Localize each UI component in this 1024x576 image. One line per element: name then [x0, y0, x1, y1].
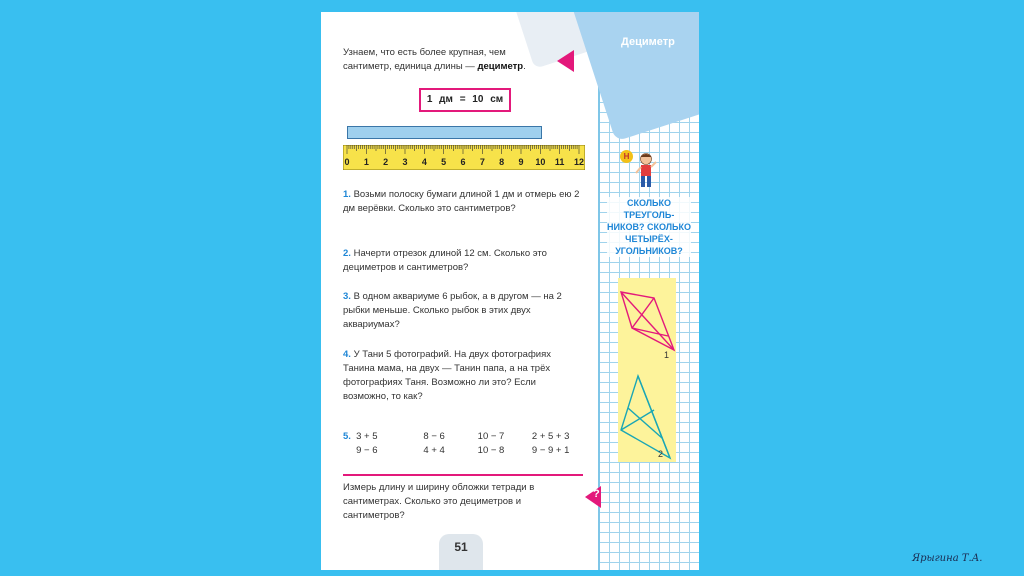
- question-mark: ?: [593, 488, 600, 500]
- task-4: [343, 348, 583, 404]
- author-signature: Ярыгина Т.А.: [912, 553, 983, 564]
- textbook-page: [321, 12, 699, 570]
- task-1: [343, 188, 583, 216]
- ruler-label: 8: [499, 157, 505, 167]
- task-text: Начерти отрезок длиной 12 см. Сколько это дециметров и сантиметров?: [343, 248, 547, 273]
- intro-highlight: дециметр: [477, 61, 524, 72]
- figure-2-label: 2: [658, 449, 664, 459]
- ruler-label: 0: [344, 157, 350, 167]
- triangle-puzzle-card: [618, 278, 676, 462]
- figure-1-label: 1: [664, 350, 670, 360]
- ruler-label: 10: [535, 157, 546, 167]
- task-number: 1.: [343, 189, 351, 200]
- ruler-label: 11: [554, 157, 565, 167]
- pointer-triangle-icon: [557, 50, 574, 72]
- homework-task: Измерь длину и ширину обложки тетради в сантиметрах. Сколько это дециметров и сантиметров?: [343, 482, 535, 521]
- page-number: 51: [454, 540, 468, 554]
- ruler-label: 6: [460, 157, 466, 167]
- ruler-label: 5: [441, 157, 447, 167]
- divider: [343, 474, 583, 476]
- task-text: У Тани 5 фотографий. На двух фотографиях Танина мама, на двух — Танин папа, а на трёх фотографиях Таня. Возможно ли это? Если возможно, то как?: [343, 349, 551, 402]
- side-question: СКОЛЬКО ТРЕУГОЛЬ-НИКОВ? СКОЛЬКО ЧЕТЫРЁХ-УГОЛЬНИКОВ?: [607, 198, 692, 256]
- ruler-label: 4: [421, 157, 427, 167]
- ruler-label: 1: [363, 157, 369, 167]
- ruler-label: 9: [518, 157, 524, 167]
- kid-illustration-icon: [634, 152, 658, 192]
- task-3: [343, 290, 583, 332]
- paper-strip: [347, 126, 542, 139]
- task-number: 2.: [343, 248, 351, 259]
- expression: 9 − 6: [356, 445, 378, 456]
- expression: 2 + 5 + 3: [531, 431, 570, 442]
- topic-title: Дециметр: [621, 36, 675, 48]
- triangle-figures-icon: [618, 278, 676, 462]
- task-2: [343, 247, 583, 275]
- task-number: 4.: [343, 349, 351, 360]
- expression: 4 + 4: [423, 445, 445, 456]
- expression: 8 − 6: [423, 431, 445, 442]
- ruler-label: 3: [402, 157, 408, 167]
- task-5: [343, 430, 588, 458]
- ruler-label: 7: [479, 157, 485, 167]
- intro-text: [343, 46, 553, 74]
- formula-box: 1 дм = 10 см: [419, 88, 511, 112]
- intro-text-after: .: [523, 61, 526, 72]
- ruler-label: 2: [383, 157, 389, 167]
- expression: 9 − 9 + 1: [531, 445, 570, 456]
- ruler-label: 12: [573, 157, 585, 167]
- badge: Н: [620, 150, 633, 163]
- expression: 10 − 7: [477, 431, 505, 442]
- ruler: [343, 145, 585, 170]
- task-number: 5.: [343, 431, 351, 442]
- task-text: В одном аквариуме 6 рыбок, а в другом — на 2 рыбки меньше. Сколько рыбок в этих двух аквариумах?: [343, 291, 562, 330]
- task-number: 3.: [343, 291, 351, 302]
- expression: 10 − 8: [477, 445, 505, 456]
- intro-text-before: Узнаем, что есть более крупная, чем сантиметр, единица длины —: [343, 47, 506, 72]
- expression: 3 + 5: [356, 431, 378, 442]
- task-text: Возьми полоску бумаги длиной 1 дм и отмерь ею 2 дм верёвки. Сколько это сантиметров?: [343, 189, 580, 214]
